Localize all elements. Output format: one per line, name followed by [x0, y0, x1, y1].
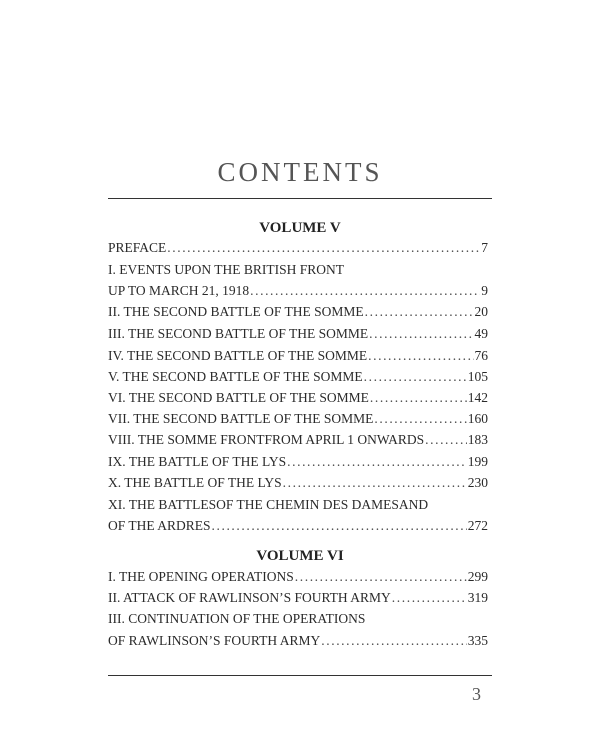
- toc-entry-vi-ch2[interactable]: [108, 588, 488, 608]
- toc-entry-ch3[interactable]: [108, 324, 488, 344]
- entry-title: IV. THE SECOND BATTLE OF THE SOMME: [108, 348, 368, 363]
- toc-entry-ch5[interactable]: [108, 367, 488, 387]
- volume-vi-heading: VOLUME VI: [256, 548, 344, 564]
- entry-page: 335: [467, 633, 488, 648]
- entry-page: 9: [481, 283, 488, 298]
- toc-entry-ch9[interactable]: [108, 452, 488, 472]
- dot-leader: [295, 567, 467, 587]
- entry-title: I. THE OPENING OPERATIONS: [108, 569, 294, 584]
- entry-page: 20: [474, 304, 488, 319]
- entry-title: III. THE SECOND BATTLE OF THE SOMME: [108, 326, 369, 341]
- entry-page: 160: [467, 411, 488, 426]
- dot-leader: [365, 302, 474, 322]
- entry-page: 272: [467, 518, 488, 533]
- toc-entry-ch11[interactable]: [108, 516, 488, 536]
- dot-leader: [167, 238, 480, 258]
- entry-page: 142: [467, 390, 488, 405]
- entry-title: VIII. THE SOMME FRONTFROM APRIL 1 ONWARDS: [108, 432, 425, 447]
- toc-entry-ch6[interactable]: [108, 388, 488, 408]
- entry-title: VII. THE SECOND BATTLE OF THE SOMME: [108, 411, 374, 426]
- entry-title: OF RAWLINSON’S FOURTH ARMY: [108, 633, 321, 648]
- toc-entry-ch10[interactable]: [108, 473, 488, 493]
- entry-title: II. THE SECOND BATTLE OF THE SOMME: [108, 304, 364, 319]
- top-rule: [108, 198, 492, 199]
- toc-entry-ch1-line1[interactable]: I. EVENTS UPON THE BRITISH FRONT: [108, 262, 345, 277]
- toc-entry-ch8[interactable]: [108, 430, 488, 450]
- toc-entry-ch1[interactable]: [108, 281, 488, 301]
- toc-entry-vi-ch3-line1[interactable]: III. CONTINUATION OF THE OPERATIONS: [108, 611, 366, 626]
- dot-leader: [287, 452, 467, 472]
- dot-leader: [425, 430, 467, 450]
- entry-title: PREFACE: [108, 240, 167, 255]
- dot-leader: [392, 588, 467, 608]
- toc-entry-ch2[interactable]: [108, 302, 488, 322]
- toc-entry-ch4[interactable]: [108, 346, 488, 366]
- toc-entry-vi-ch3[interactable]: [108, 631, 488, 651]
- dot-leader: [368, 346, 473, 366]
- entry-title: UP TO MARCH 21, 1918: [108, 283, 250, 298]
- toc-entry-ch11-line1[interactable]: XI. THE BATTLESOF THE CHEMIN DES DAMESAND: [108, 497, 429, 512]
- entry-title: IX. THE BATTLE OF THE LYS: [108, 454, 287, 469]
- entry-page: 230: [467, 475, 488, 490]
- dot-leader: [364, 367, 467, 387]
- dot-leader: [321, 631, 466, 651]
- entry-title: VI. THE SECOND BATTLE OF THE SOMME: [108, 390, 369, 405]
- dot-leader: [283, 473, 467, 493]
- bottom-rule: [108, 675, 492, 676]
- dot-leader: [370, 388, 467, 408]
- entry-title: V. THE SECOND BATTLE OF THE SOMME: [108, 369, 363, 384]
- page-number: 3: [472, 684, 481, 704]
- entry-page: 49: [474, 326, 488, 341]
- entry-page: 76: [474, 348, 488, 363]
- dot-leader: [250, 281, 480, 301]
- entry-page: 105: [467, 369, 488, 384]
- page-title: CONTENTS: [217, 157, 383, 187]
- toc-entry-vi-ch1[interactable]: [108, 567, 488, 587]
- volume-v-heading: VOLUME V: [259, 220, 341, 236]
- entry-page: 319: [467, 590, 488, 605]
- entry-title: II. ATTACK OF RAWLINSON’S FOURTH ARMY: [108, 590, 391, 605]
- toc-entry-ch7[interactable]: [108, 409, 488, 429]
- entry-title: X. THE BATTLE OF THE LYS: [108, 475, 282, 490]
- dot-leader: [212, 516, 467, 536]
- dot-leader: [369, 324, 473, 344]
- entry-page: 299: [467, 569, 488, 584]
- entry-title: OF THE ARDRES: [108, 518, 211, 533]
- dot-leader: [374, 409, 466, 429]
- entry-page: 183: [467, 432, 488, 447]
- entry-page: 7: [481, 240, 488, 255]
- entry-page: 199: [467, 454, 488, 469]
- toc-entry-preface[interactable]: [108, 238, 488, 258]
